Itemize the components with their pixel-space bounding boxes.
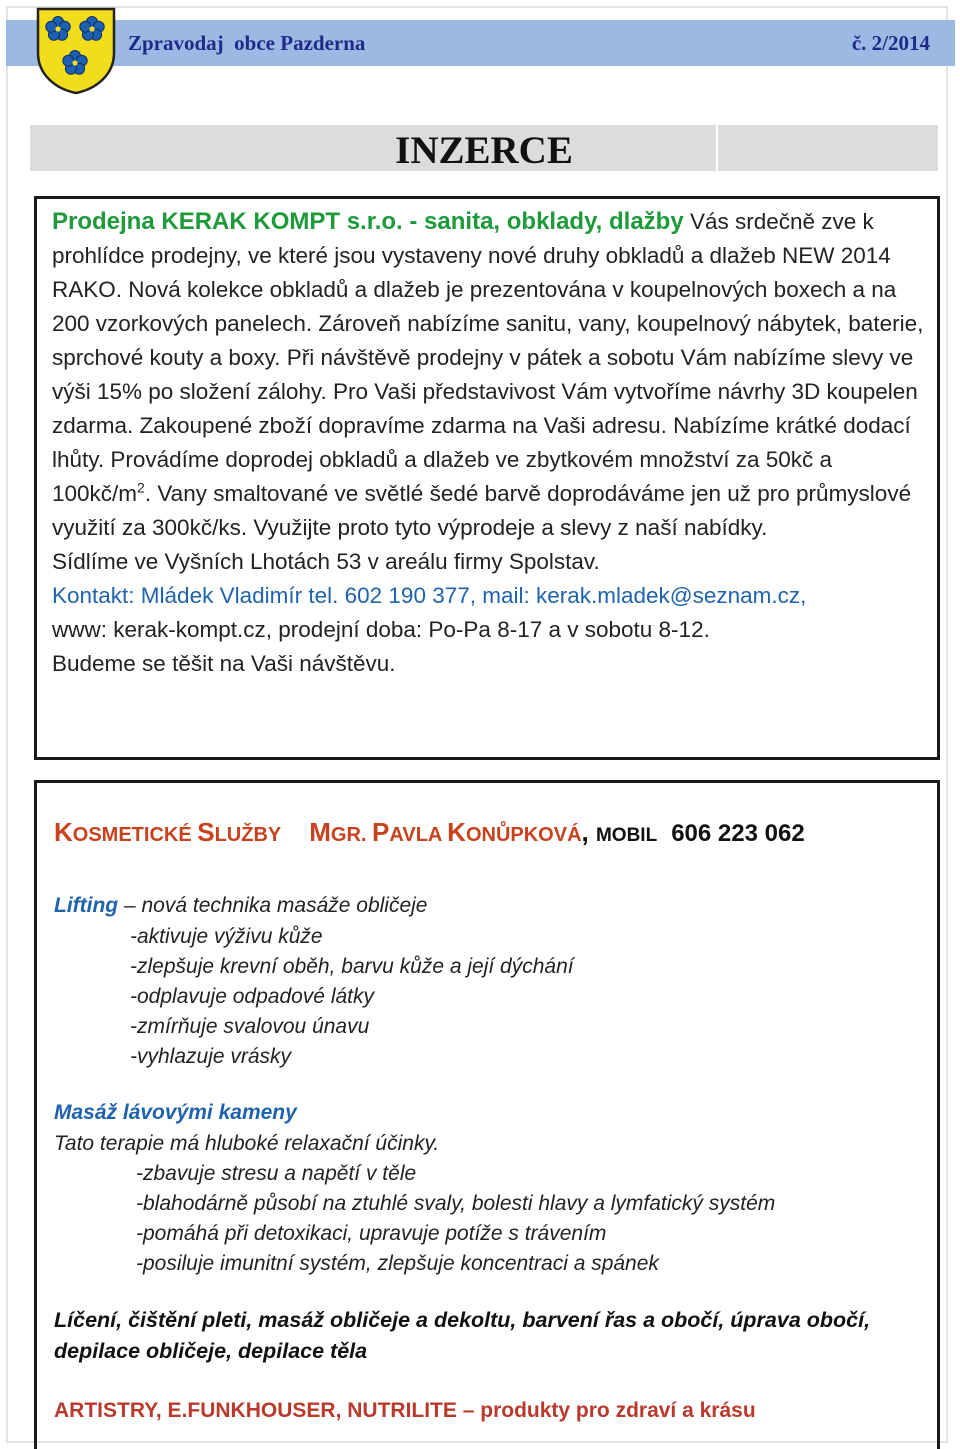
stones-item: -blahodárně působí na ztuhlé svaly, bolesti hlavy a lymfatický systém bbox=[136, 1192, 776, 1215]
section-title: INZERCE bbox=[395, 129, 573, 172]
cos-h-comma: , bbox=[581, 817, 596, 847]
ad-kerak-rest: . Vany smaltované ve světlé šedé barvě doprodáváme jen už pro průmyslové využití za 300kč/ks. Využijte proto tyto výprodeje a slevy z naší nabídky. bbox=[52, 481, 912, 540]
cos-h-osmeticke: OSMETICKÉ bbox=[72, 824, 198, 846]
ad-kerak-company: Prodejna KERAK KOMPT s.r.o. - sanita, obklady, dlažby bbox=[52, 208, 684, 235]
lifting-name: Lifting bbox=[54, 894, 119, 917]
ad-kerak-superscript: 2 bbox=[137, 479, 145, 496]
lifting-item: -vyhlazuje vrásky bbox=[130, 1045, 292, 1068]
cosmetics-phone: 606 223 062 bbox=[671, 820, 805, 847]
cos-h-k: K bbox=[54, 817, 73, 847]
cos-h-p: P bbox=[372, 817, 390, 847]
stones-item: -posiluje imunitní systém, zlepšuje koncentraci a spánek bbox=[136, 1252, 659, 1275]
lifting-item: -zmírňuje svalovou únavu bbox=[130, 1015, 370, 1038]
lifting-desc: – nová technika masáže obličeje bbox=[118, 894, 428, 917]
cos-h-s: S bbox=[197, 817, 215, 847]
cos-h-mobil: MOBIL bbox=[595, 825, 658, 846]
stones-item: -pomáhá při detoxikaci, upravuje potíže s trávením bbox=[136, 1222, 607, 1245]
village-crest-icon bbox=[34, 5, 118, 95]
cos-h-luzby: LUŽBY bbox=[214, 824, 282, 846]
stones-name: Masáž lávovými kameny bbox=[54, 1101, 297, 1124]
lifting-item: -odplavuje odpadové látky bbox=[130, 985, 375, 1008]
lifting-item: -zlepšuje krevní oběh, barvu kůže a její dýchání bbox=[130, 955, 574, 978]
newsletter-title: Zpravodaj obce Pazderna bbox=[128, 31, 366, 55]
stones-desc: Tato terapie má hluboké relaxační účinky. bbox=[54, 1132, 440, 1155]
cos-h-onupkova: ONŮPKOVÁ bbox=[465, 824, 582, 846]
lifting-line bbox=[54, 894, 428, 918]
lifting-item: -aktivuje výživu kůže bbox=[130, 925, 323, 948]
cos-h-k2: K bbox=[447, 817, 466, 847]
cos-h-m: M bbox=[309, 817, 331, 847]
cosmetics-services: Líčení, čištění pleti, masáž obličeje a dekoltu, barvení řas a obočí, úprava obočí, depilace obličeje, depilace těla bbox=[54, 1308, 871, 1363]
stones-title bbox=[54, 1101, 297, 1125]
cos-h-avla: AVLA bbox=[389, 824, 448, 846]
ad-kerak-web: www: kerak-kompt.cz, prodejní doba: Po-Pa 8-17 a v sobotu 8-12. bbox=[52, 617, 710, 642]
ad-kerak-text bbox=[52, 205, 932, 681]
ad-kerak-intro: Vás srdečně zve k prohlídce prodejny, ve které jsou vystaveny nové druhy obkladů a dlažeb NEW 2014 RAKO. Nová kolekce obkladů a dlažeb je prezentována v koupelnových boxech a na 200 vzorkových panelech. Zároveň nabízíme sanitu, vany, koupelnový nábytek, baterie, sprchové kouty a boxy. Při návštěvě prodejny v pátek a sobotu Vám nabízíme slevy ve výši 15% po složení zálohy. Pro Vaši představivost Vám vytvoříme návrhy 3D koupelen zdarma. Zakoupené zboží dopravíme zdarma na Vaši adresu. Nabízíme krátké dodací lhůty. Provádíme doprodej obkladů a dlažeb ve zbytkovém množství za 50kč a 100kč/m bbox=[52, 209, 924, 506]
ad-kerak-contact: Kontakt: Mládek Vladimír tel. 602 190 377, mail: kerak.mladek@seznam.cz, bbox=[52, 583, 807, 608]
ad-kerak-address: Sídlíme ve Vyšních Lhotách 53 v areálu firmy Spolstav. bbox=[52, 549, 600, 574]
issue-number: č. 2/2014 bbox=[851, 31, 930, 55]
cosmetics-header bbox=[54, 817, 805, 848]
stones-item: -zbavuje stresu a napětí v těle bbox=[136, 1162, 417, 1185]
ad-kerak-closing: Budeme se těšit na Vaši návštěvu. bbox=[52, 651, 396, 676]
brands-line: ARTISTRY, E.FUNKHOUSER, NUTRILITE – produkty pro zdraví a krásu bbox=[54, 1399, 756, 1422]
cos-h-gr: GR. bbox=[330, 824, 373, 846]
